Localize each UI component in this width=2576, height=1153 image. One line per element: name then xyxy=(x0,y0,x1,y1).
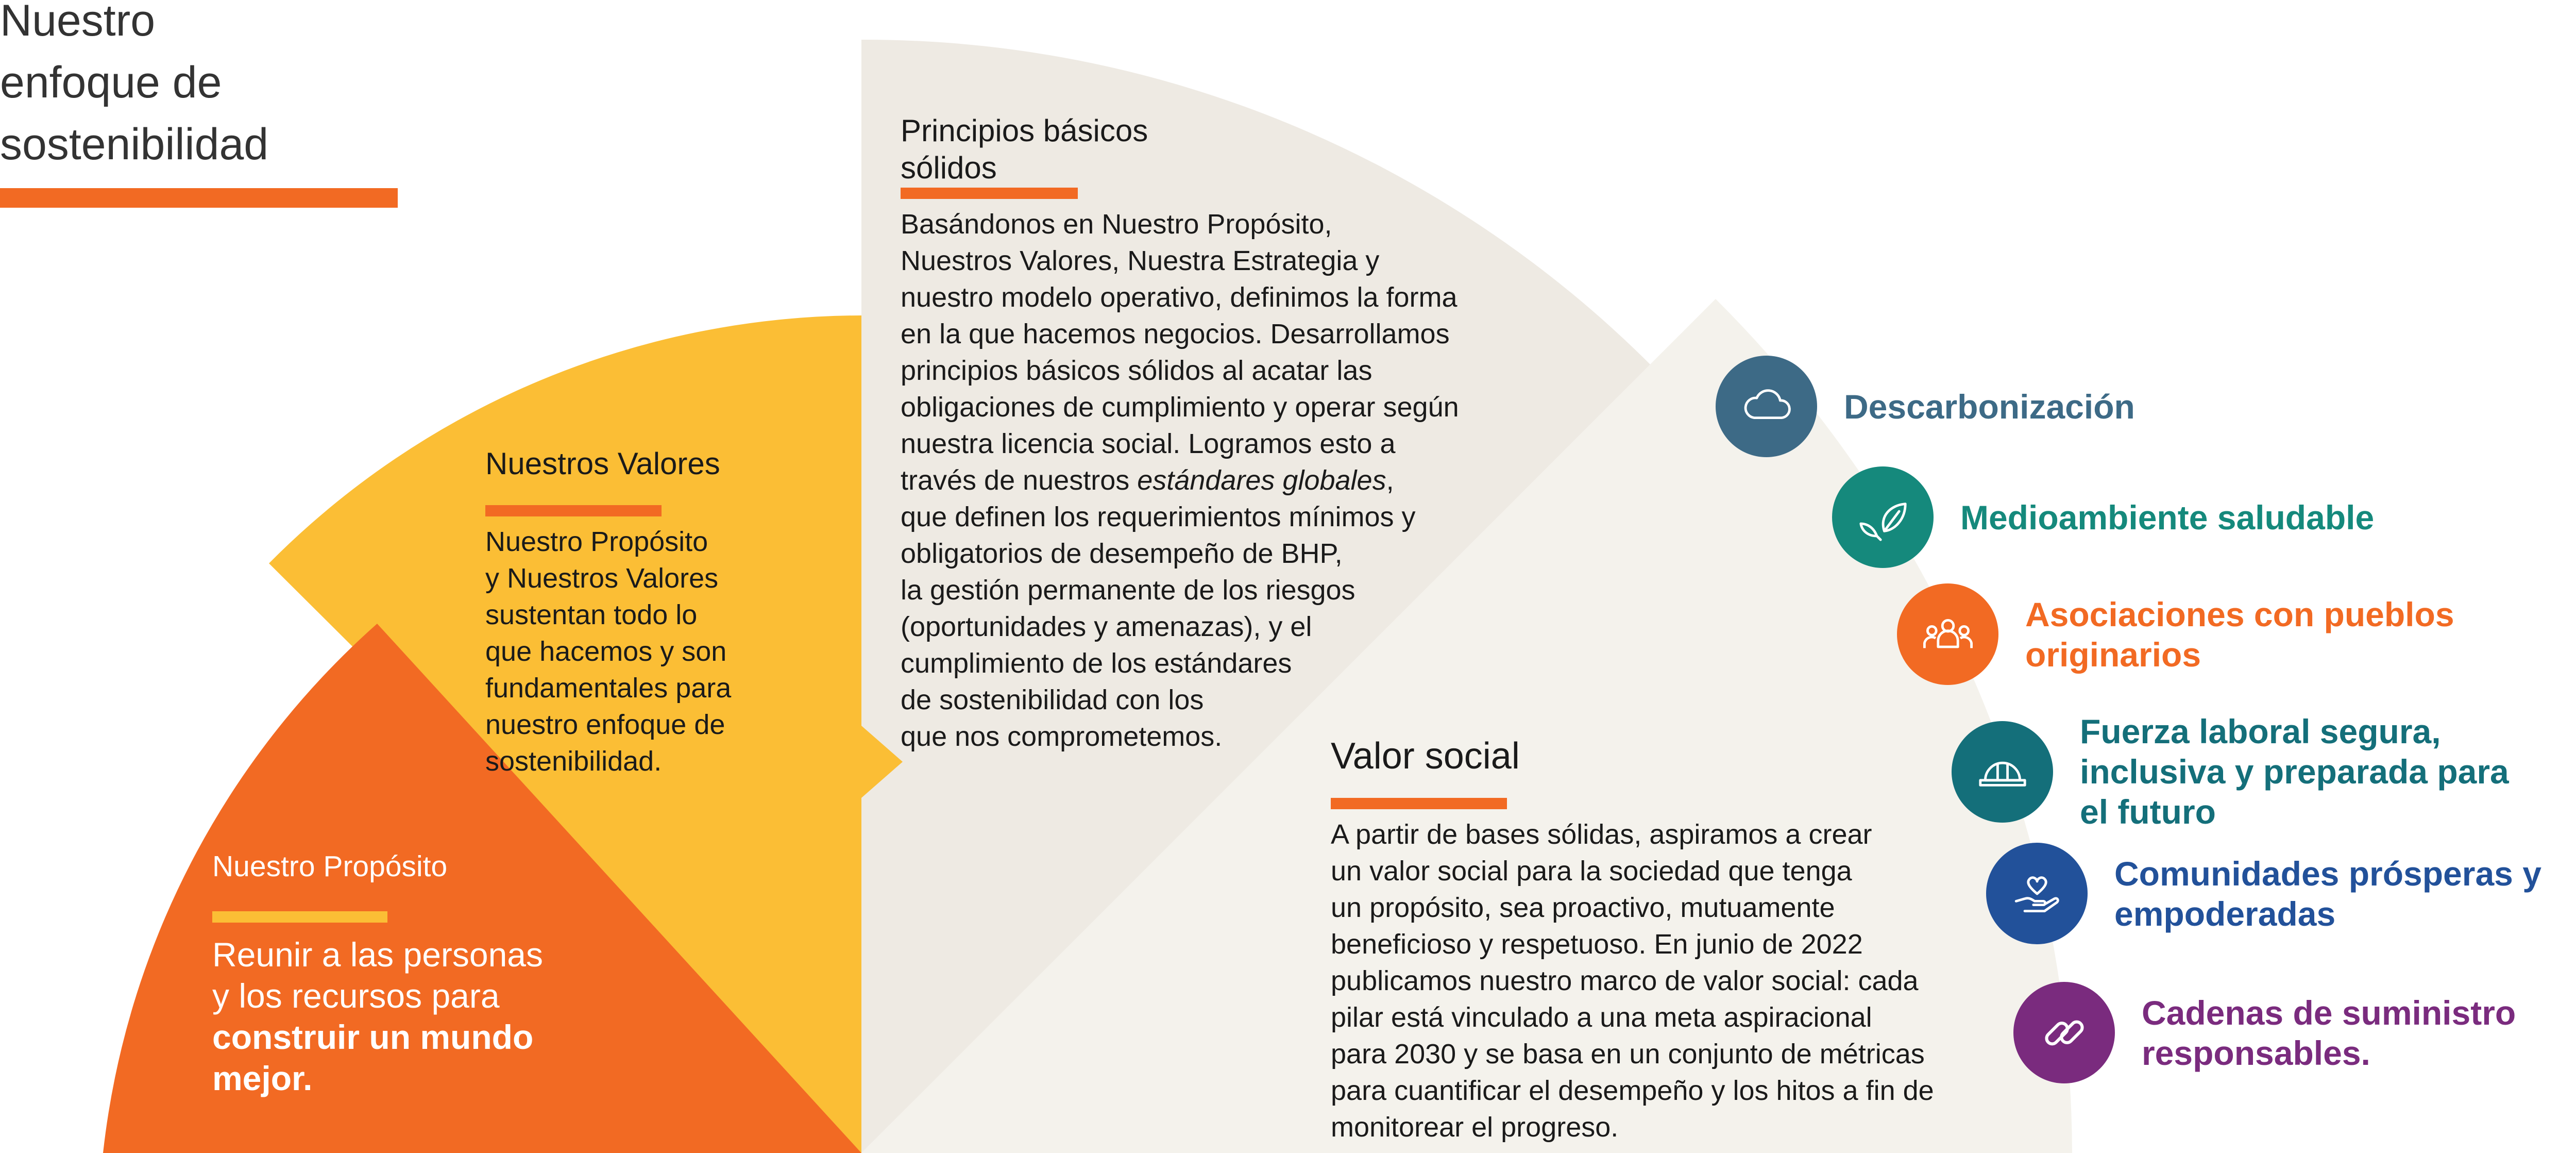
principios-line: en la que hacemos negocios. Desarrollamos xyxy=(901,319,1450,349)
proposito-line: Reunir a las personas xyxy=(212,935,544,974)
title-line: sostenibilidad xyxy=(0,120,269,169)
valores-body xyxy=(485,524,731,780)
valor-social-line: pilar está vinculado a una meta aspiracional xyxy=(1331,1002,1872,1033)
valores-line: Nuestro Propósito xyxy=(485,526,708,557)
pillar-item xyxy=(1952,711,2509,832)
title-line: Nuestro xyxy=(0,0,156,45)
pillar-label-line: originarios xyxy=(2025,635,2201,674)
principios-line: obligatorios de desempeño de BHP, xyxy=(901,538,1343,569)
pillar-label-line: inclusiva y preparada para xyxy=(2080,753,2509,791)
pillar-label xyxy=(2080,711,2509,832)
proposito-body xyxy=(212,934,543,1099)
valores-line: nuestro enfoque de xyxy=(485,709,725,740)
principios-heading-line: Principios básicos xyxy=(901,113,1148,148)
valor-social-line: para 2030 y se basa en un conjunto de métricas xyxy=(1331,1039,1925,1070)
title-line: enfoque de xyxy=(0,58,222,107)
valor-social-line: beneficioso y respetuoso. En junio de 2022 xyxy=(1331,929,1863,960)
pillar-label xyxy=(1960,497,2374,538)
valor-social-line: un propósito, sea proactivo, mutuamente xyxy=(1331,892,1835,923)
principios-line: (oportunidades y amenazas), y el xyxy=(901,611,1312,642)
pillar-label xyxy=(2025,594,2454,675)
valores-line: sostenibilidad. xyxy=(485,746,662,777)
pillar-label-line: empoderadas xyxy=(2114,894,2336,933)
proposito-line-bold: mejor. xyxy=(212,1059,313,1097)
principios-text: , xyxy=(1386,465,1394,496)
principios-body xyxy=(901,206,1459,755)
pillar-item xyxy=(1897,583,2454,685)
valor-social-body xyxy=(1331,816,1934,1146)
pillar-label-line: responsables. xyxy=(2142,1033,2370,1072)
principios-line: principios básicos sólidos al acatar las xyxy=(901,355,1372,386)
valores-heading: Nuestros Valores xyxy=(485,446,720,481)
valores-accent-bar xyxy=(485,505,662,516)
principios-line: Basándonos en Nuestro Propósito, xyxy=(901,209,1332,240)
pillar-item xyxy=(1716,356,2135,457)
valor-social-accent-bar xyxy=(1331,798,1507,809)
valor-social-line: monitorear el progreso. xyxy=(1331,1112,1619,1143)
valores-line: y Nuestros Valores xyxy=(485,563,719,594)
principios-line: nuestra licencia social. Logramos esto a xyxy=(901,428,1396,459)
principios-line xyxy=(901,462,1459,499)
valor-social-line: para cuantificar el desempeño y los hitos a fin de xyxy=(1331,1075,1934,1106)
pillar-item xyxy=(1986,843,2541,944)
pillar-item xyxy=(1832,466,2374,568)
proposito-line-bold: construir un mundo xyxy=(212,1018,534,1056)
principios-line: la gestión permanente de los riesgos xyxy=(901,575,1355,606)
pillar-item xyxy=(2013,982,2516,1083)
pillar-label-line: Descarbonización xyxy=(1844,387,2135,426)
valores-line: que hacemos y son xyxy=(485,636,727,667)
pillar-label xyxy=(2142,993,2516,1073)
hand-heart-icon xyxy=(1986,843,2088,944)
pillar-label-line: Medioambiente saludable xyxy=(1960,498,2375,537)
principios-heading-line: sólidos xyxy=(901,151,997,185)
principios-line: que definen los requerimientos mínimos y xyxy=(901,502,1416,532)
title-accent-bar xyxy=(0,188,398,208)
valor-social-line: publicamos nuestro marco de valor social: cada xyxy=(1331,965,1919,996)
leaf-icon xyxy=(1832,466,1934,568)
chain-link-icon xyxy=(2013,982,2115,1083)
principios-accent-bar xyxy=(901,188,1078,199)
pillar-label xyxy=(1844,387,2135,427)
principios-line: cumplimiento de los estándares xyxy=(901,648,1292,679)
principios-emphasis: estándares globales xyxy=(1137,465,1386,496)
pillar-label-line: el futuro xyxy=(2080,793,2216,831)
valores-line: fundamentales para xyxy=(485,673,732,704)
proposito-accent-bar xyxy=(212,911,387,923)
valor-social-line: A partir de bases sólidas, aspiramos a crear xyxy=(1331,819,1872,850)
principios-text: través de nuestros xyxy=(901,465,1138,496)
pillar-label-line: Cadenas de suministro xyxy=(2142,993,2516,1032)
principios-line: que nos comprometemos. xyxy=(901,721,1223,752)
cloud-icon xyxy=(1716,356,1817,457)
proposito-heading: Nuestro Propósito xyxy=(212,850,448,883)
valor-social-line: un valor social para la sociedad que tenga xyxy=(1331,856,1852,887)
principios-line: nuestro modelo operativo, definimos la forma xyxy=(901,282,1458,313)
proposito-line: y los recursos para xyxy=(212,977,500,1015)
pillar-label-line: Comunidades prósperas y xyxy=(2114,854,2541,893)
pillar-label xyxy=(2114,854,2541,934)
principios-line: de sostenibilidad con los xyxy=(901,684,1204,715)
pillar-label-line: Asociaciones con pueblos xyxy=(2025,595,2454,633)
principios-heading xyxy=(901,112,1148,187)
valor-social-heading: Valor social xyxy=(1331,736,1520,777)
principios-line: obligaciones de cumplimiento y operar según xyxy=(901,392,1459,423)
hard-hat-icon xyxy=(1952,721,2053,823)
pillar-label-line: Fuerza laboral segura, xyxy=(2080,712,2441,750)
people-icon xyxy=(1897,583,1998,685)
valores-line: sustentan todo lo xyxy=(485,599,698,630)
page-title xyxy=(0,0,268,175)
principios-line: Nuestros Valores, Nuestra Estrategia y xyxy=(901,245,1380,276)
